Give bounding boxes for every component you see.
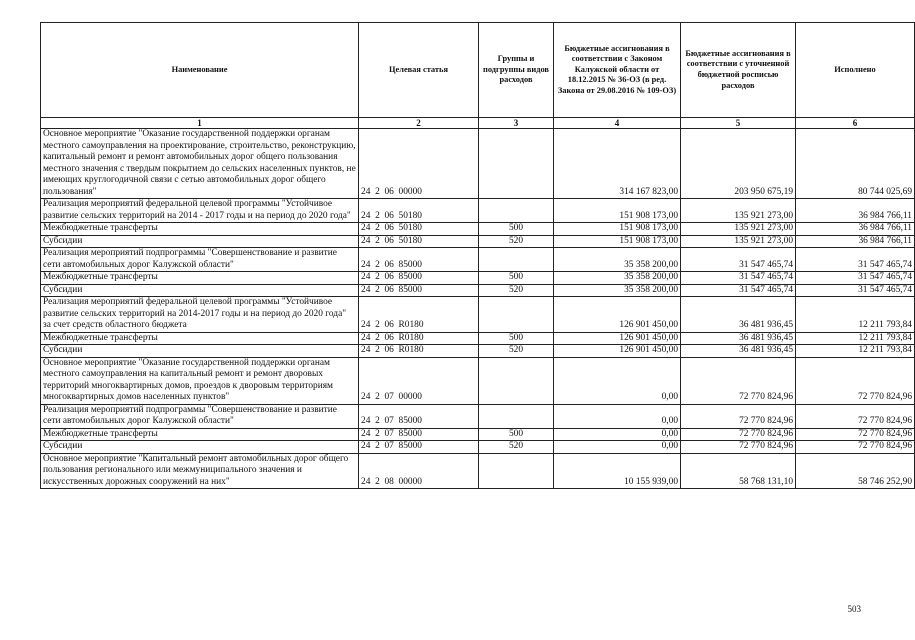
row-target-article: 24 2 07 85000 <box>359 428 479 441</box>
col-number-2: 2 <box>359 118 479 129</box>
table-row <box>41 332 915 345</box>
table-body <box>41 129 915 489</box>
row-expense-group <box>479 129 554 199</box>
row-refined-amount: 31 547 465,74 <box>681 284 796 297</box>
row-target-article: 24 2 07 00000 <box>359 357 479 404</box>
row-target-article: 24 2 06 00000 <box>359 129 479 199</box>
table-row <box>41 199 915 223</box>
table-row <box>41 357 915 404</box>
row-name: Реализация мероприятий подпрограммы "Совершенствование и развитие сети автомобильных дорог Калужской области" <box>41 248 359 272</box>
header-executed: Исполнено <box>796 23 915 118</box>
row-refined-amount: 31 547 465,74 <box>681 272 796 285</box>
header-name: Наименование <box>41 23 359 118</box>
row-executed-amount: 31 547 465,74 <box>796 248 915 272</box>
row-executed-amount: 72 770 824,96 <box>796 441 915 454</box>
row-refined-amount: 36 481 936,45 <box>681 332 796 345</box>
row-expense-group: 520 <box>479 441 554 454</box>
row-law-amount: 35 358 200,00 <box>554 248 681 272</box>
row-expense-group: 500 <box>479 272 554 285</box>
row-expense-group: 520 <box>479 284 554 297</box>
row-law-amount: 35 358 200,00 <box>554 284 681 297</box>
row-expense-group <box>479 453 554 489</box>
row-law-amount: 0,00 <box>554 428 681 441</box>
row-target-article: 24 2 08 00000 <box>359 453 479 489</box>
row-expense-group: 500 <box>479 223 554 236</box>
row-law-amount: 0,00 <box>554 404 681 428</box>
row-name: Межбюджетные трансферты <box>41 223 359 236</box>
row-target-article: 24 2 06 50180 <box>359 199 479 223</box>
row-name: Реализация мероприятий подпрограммы "Совершенствование и развитие сети автомобильных дорог Калужской области" <box>41 404 359 428</box>
col-number-4: 4 <box>554 118 681 129</box>
header-target-article: Целевая статья <box>359 23 479 118</box>
row-target-article: 24 2 06 R0180 <box>359 297 479 333</box>
row-law-amount: 10 155 939,00 <box>554 453 681 489</box>
row-expense-group: 500 <box>479 428 554 441</box>
row-expense-group <box>479 199 554 223</box>
row-expense-group: 520 <box>479 345 554 358</box>
row-executed-amount: 72 770 824,96 <box>796 428 915 441</box>
table-row <box>41 428 915 441</box>
row-law-amount: 0,00 <box>554 441 681 454</box>
row-executed-amount: 12 211 793,84 <box>796 332 915 345</box>
column-number-row <box>41 118 915 129</box>
row-executed-amount: 12 211 793,84 <box>796 345 915 358</box>
row-target-article: 24 2 06 85000 <box>359 284 479 297</box>
row-law-amount: 0,00 <box>554 357 681 404</box>
row-refined-amount: 135 921 273,00 <box>681 223 796 236</box>
col-number-3: 3 <box>479 118 554 129</box>
table-row <box>41 404 915 428</box>
row-refined-amount: 72 770 824,96 <box>681 357 796 404</box>
table-row <box>41 248 915 272</box>
row-law-amount: 314 167 823,00 <box>554 129 681 199</box>
row-refined-amount: 58 768 131,10 <box>681 453 796 489</box>
row-refined-amount: 31 547 465,74 <box>681 248 796 272</box>
row-law-amount: 151 908 173,00 <box>554 223 681 236</box>
row-expense-group <box>479 404 554 428</box>
table-row <box>41 345 915 358</box>
header-law-allocations: Бюджетные ассигнования в соответствии с Законом Калужской области от 18.12.2015 № 36-ОЗ (в ред. Закона от 29.08.2016 № 109-ОЗ) <box>554 23 681 118</box>
table-row <box>41 453 915 489</box>
row-expense-group: 500 <box>479 332 554 345</box>
row-law-amount: 35 358 200,00 <box>554 272 681 285</box>
row-refined-amount: 36 481 936,45 <box>681 297 796 333</box>
row-executed-amount: 31 547 465,74 <box>796 272 915 285</box>
row-law-amount: 126 901 450,00 <box>554 297 681 333</box>
table-row <box>41 129 915 199</box>
row-target-article: 24 2 07 85000 <box>359 441 479 454</box>
row-refined-amount: 203 950 675,19 <box>681 129 796 199</box>
row-name: Субсидии <box>41 235 359 248</box>
row-target-article: 24 2 06 R0180 <box>359 345 479 358</box>
row-name: Субсидии <box>41 345 359 358</box>
row-expense-group: 520 <box>479 235 554 248</box>
row-name: Субсидии <box>41 441 359 454</box>
row-target-article: 24 2 06 85000 <box>359 272 479 285</box>
row-refined-amount: 135 921 273,00 <box>681 199 796 223</box>
table-row <box>41 223 915 236</box>
table-row <box>41 272 915 285</box>
row-executed-amount: 80 744 025,69 <box>796 129 915 199</box>
row-expense-group <box>479 357 554 404</box>
row-executed-amount: 12 211 793,84 <box>796 297 915 333</box>
page-number: 503 <box>847 604 861 614</box>
col-number-6: 6 <box>796 118 915 129</box>
table-row <box>41 441 915 454</box>
row-law-amount: 151 908 173,00 <box>554 235 681 248</box>
budget-table <box>40 22 915 489</box>
row-target-article: 24 2 06 50180 <box>359 223 479 236</box>
row-name: Реализация мероприятий федеральной целевой программы "Устойчивое развитие сельских территорий на 2014 - 2017 годы и на период до 2020 года" <box>41 199 359 223</box>
row-name: Межбюджетные трансферты <box>41 428 359 441</box>
row-name: Основное мероприятие "Оказание государственной поддержки органам местного самоуправления на проектирование, строительство, реконструкцию, капитальный ремонт и ремонт автомобильных дорог общего пользования местного значения с твердым покрытием до сельских населенных пунктов, не имеющих круглогодичной связи с сетью автомобильных дорог общего пользования" <box>41 129 359 199</box>
row-executed-amount: 58 746 252,90 <box>796 453 915 489</box>
row-expense-group <box>479 297 554 333</box>
table-row <box>41 235 915 248</box>
row-executed-amount: 72 770 824,96 <box>796 357 915 404</box>
row-name: Реализация мероприятий федеральной целевой программы "Устойчивое развитие сельских территорий на 2014-2017 годы и на период до 2020 года" за счет средств областного бюджета <box>41 297 359 333</box>
row-refined-amount: 72 770 824,96 <box>681 428 796 441</box>
row-executed-amount: 31 547 465,74 <box>796 284 915 297</box>
row-name: Основное мероприятие "Оказание государственной поддержки органам местного самоуправления на капитальный ремонт и ремонт дворовых территорий многоквартирных домов, проездов к дворовым территориям многоквартирных домов населенных пунктов" <box>41 357 359 404</box>
row-executed-amount: 36 984 766,11 <box>796 223 915 236</box>
header-row <box>41 23 915 118</box>
row-executed-amount: 72 770 824,96 <box>796 404 915 428</box>
row-refined-amount: 36 481 936,45 <box>681 345 796 358</box>
header-expense-groups: Группы и подгруппы видов расходов <box>479 23 554 118</box>
row-name: Межбюджетные трансферты <box>41 272 359 285</box>
row-refined-amount: 72 770 824,96 <box>681 441 796 454</box>
row-expense-group <box>479 248 554 272</box>
row-executed-amount: 36 984 766,11 <box>796 235 915 248</box>
row-executed-amount: 36 984 766,11 <box>796 199 915 223</box>
row-target-article: 24 2 06 R0180 <box>359 332 479 345</box>
row-target-article: 24 2 07 85000 <box>359 404 479 428</box>
row-name: Межбюджетные трансферты <box>41 332 359 345</box>
row-law-amount: 126 901 450,00 <box>554 332 681 345</box>
row-refined-amount: 72 770 824,96 <box>681 404 796 428</box>
header-refined-allocations: Бюджетные ассигнования в соответствии с уточненной бюджетной росписью расходов <box>681 23 796 118</box>
col-number-5: 5 <box>681 118 796 129</box>
row-name: Основное мероприятие "Капитальный ремонт автомобильных дорог общего пользования регионального или межмуниципального значения и искусственных дорожных сооружений на них" <box>41 453 359 489</box>
row-law-amount: 126 901 450,00 <box>554 345 681 358</box>
row-law-amount: 151 908 173,00 <box>554 199 681 223</box>
table-row <box>41 297 915 333</box>
row-target-article: 24 2 06 85000 <box>359 248 479 272</box>
row-refined-amount: 135 921 273,00 <box>681 235 796 248</box>
row-target-article: 24 2 06 50180 <box>359 235 479 248</box>
table-row <box>41 284 915 297</box>
col-number-1: 1 <box>41 118 359 129</box>
row-name: Субсидии <box>41 284 359 297</box>
